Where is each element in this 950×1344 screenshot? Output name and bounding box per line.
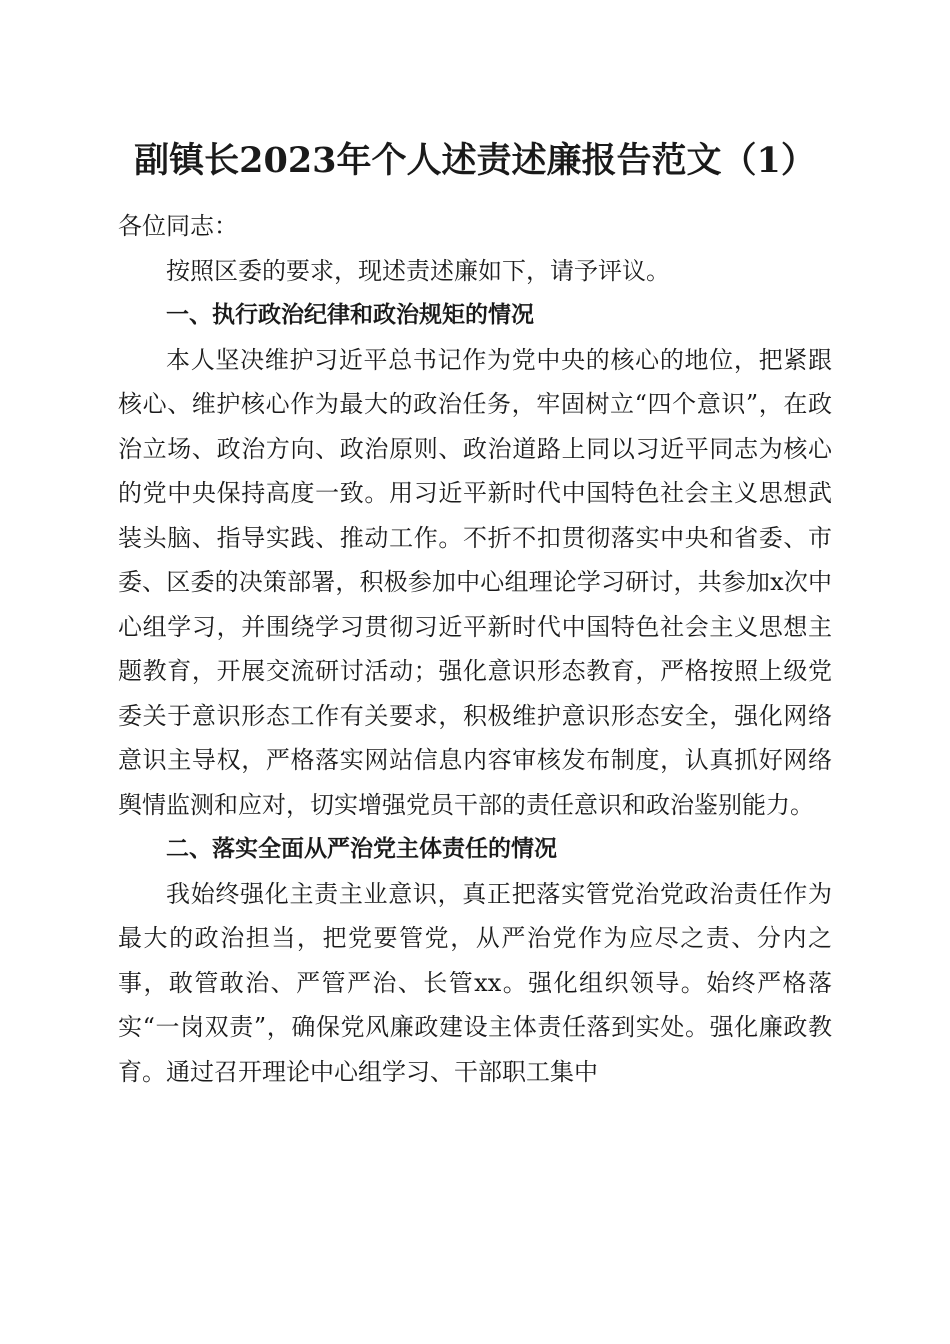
document-body — [118, 204, 832, 1094]
document-title: 副镇长2023年个人述责述廉报告范文（1） — [134, 140, 816, 181]
section-paragraph-1: 本人坚决维护习近平总书记作为党中央的核心的地位，把紧跟核心、维护核心作为最大的政治任务，牢固树立“四个意识”，在政治立场、政治方向、政治原则、政治道路上同以习近平同志为核心的党中央保持高度一致。用习近平新时代中国特色社会主义思想武装头脑、指导实践、推动工作。不折不扣贯彻落实中央和省委、市委、区委的决策部署，积极参加中心组理论学习研讨，共参加x次中心组学习，并围绕学习贯彻习近平新时代中国特色社会主义思想主题教育，开展交流研讨活动；强化意识形态教育，严格按照上级党委关于意识形态工作有关要求，积极维护意识形态安全，强化网络意识主导权，严格落实网站信息内容审核发布制度，认真抓好网络舆情监测和应对，切实增强党员干部的责任意识和政治鉴别能力。 — [118, 345, 832, 819]
intro-paragraph: 按照区委的要求，现述责述廉如下，请予评议。 — [166, 256, 670, 285]
salutation: 各位同志： — [118, 212, 238, 240]
section-heading-2: 二、落实全面从严治党主体责任的情况 — [166, 836, 557, 862]
section-heading-1: 一、执行政治纪律和政治规矩的情况 — [166, 302, 534, 328]
section-paragraph-2: 我始终强化主责主业意识，真正把落实管党治党政治责任作为最大的政治担当，把党要管党，从严治党作为应尽之责、分内之事，敢管敢治、严管严治、长管xx。强化组织领导。始终严格落实“一岗双责”，确保党风廉政建设主体责任落到实处。强化廉政教育。通过召开理论中心组学习、干部职工集中 — [118, 879, 832, 1086]
